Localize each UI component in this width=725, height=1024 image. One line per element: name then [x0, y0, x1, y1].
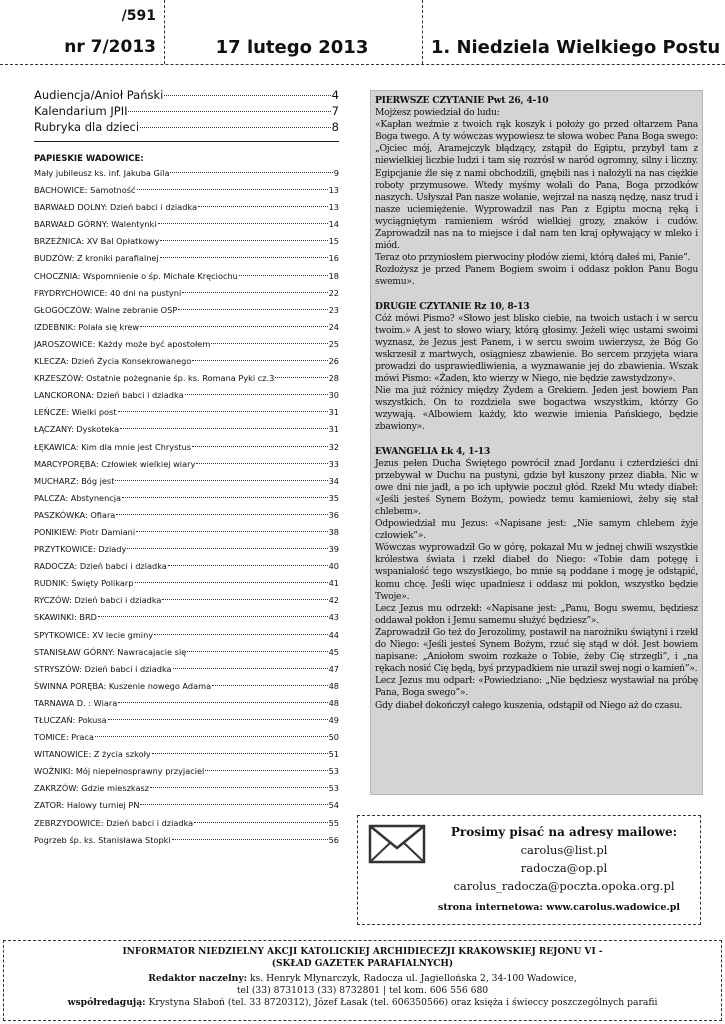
- toc-item[interactable]: [34, 219, 339, 236]
- toc-item-page: 35: [328, 492, 339, 503]
- toc-item[interactable]: [34, 715, 339, 732]
- toc-item-label: LEŃCZE: Wielki post: [34, 407, 117, 418]
- toc-item[interactable]: [34, 253, 339, 270]
- toc-item[interactable]: [34, 185, 339, 202]
- toc-item[interactable]: [34, 373, 339, 390]
- toc-leader: [162, 599, 327, 600]
- toc-item[interactable]: [34, 612, 339, 629]
- toc-item[interactable]: [34, 766, 339, 783]
- toc-item-page: 47: [328, 663, 339, 674]
- toc-item-page: 9: [333, 168, 339, 178]
- toc-item[interactable]: [34, 800, 339, 817]
- toc-item[interactable]: [34, 424, 339, 441]
- toc-leader: [173, 668, 328, 669]
- email-link[interactable]: carolus@list.pl: [520, 843, 608, 857]
- toc-item-page: 48: [328, 697, 339, 708]
- toc-leader: [152, 753, 328, 754]
- toc-item[interactable]: [34, 835, 339, 852]
- toc-item[interactable]: [34, 305, 339, 322]
- toc-item-page: 22: [328, 287, 339, 298]
- second-reading-text: Cóż mówi Pismo? «Słowo jest blisko ciebie, na twoich ustach i w sercu twoim.» A jest to słowo wiary, którą głosimy. Jeżeli więc ustami swoimi wyznasz, że Jezus jest Panem, i w sercu swoim uwierzysz, że Bóg Go wskrzesił z martwych, osiągniesz zbawienie. Bo sercem przyjęta wiara prowadzi do usprawiedliwienia, a wyznawanie jej do zbawienia. Wszak mówi Pismo: «Żaden, kto wierzy w Niego, nie będzie zawstydzony».: [375, 312, 698, 385]
- toc-item[interactable]: [34, 510, 339, 527]
- toc-item-page: 8: [331, 120, 339, 134]
- toc-leader: [122, 497, 328, 498]
- toc-item-label: KRZESZÓW: Ostatnie pożegnanie śp. ks. Romana Pyki cz.3: [34, 373, 275, 384]
- email-link[interactable]: radocza@op.pl: [520, 861, 608, 875]
- toc-item[interactable]: [34, 544, 339, 561]
- toc-item-label: ŁĄCZANY: Dyskoteka: [34, 424, 120, 435]
- toc-item[interactable]: [34, 339, 339, 356]
- toc-item-label: ZATOR: Halowy turniej PN: [34, 800, 140, 811]
- toc-item-page: 31: [328, 424, 339, 435]
- toc-item-label: SPYTKOWICE: XV lecie gminy: [34, 629, 154, 640]
- toc-item-label: RADOCZA: Dzień babci i dziadka: [34, 561, 167, 572]
- toc-item[interactable]: [34, 698, 339, 715]
- toc-item[interactable]: [34, 356, 339, 373]
- toc-item-page: 40: [328, 561, 339, 572]
- gospel-text: Jezus pełen Ducha Świętego powrócił znad Jordanu i czterdzieści dni przebywał w Duchu na pustyni, gdzie był kuszony przez diabła. Nic w owe dni nie jadł, a po ich upływie poczuł głód. Rzekł Mu wtedy diabeł: «Jeśli jesteś Synem Bożym, powiedz temu kamieniowi, żeby się stał chlebem».: [375, 457, 698, 517]
- toc-item-label: FRYDRYCHOWICE: 40 dni na pustyni: [34, 287, 182, 298]
- toc-leader: [116, 514, 327, 515]
- toc-item-page: 38: [328, 526, 339, 537]
- toc-item-page: 39: [328, 544, 339, 555]
- first-reading-text: Rozłożysz je przed Panem Bogiem swoim i oddasz pokłon Panu Bogu swemu».: [375, 264, 698, 288]
- toc-item[interactable]: [34, 271, 339, 288]
- toc-item[interactable]: [34, 88, 339, 104]
- toc-leader: [160, 257, 328, 258]
- contact-box: [357, 815, 701, 925]
- toc-leader: [140, 127, 331, 128]
- toc-item-label: SKAWINKI: BRD: [34, 612, 97, 623]
- toc-item-label: BUDZÓW: Z kroniki parafialnej: [34, 253, 159, 264]
- toc-item[interactable]: [34, 442, 339, 459]
- toc-item-page: 33: [328, 458, 339, 469]
- toc-item-label: ŚWINNA PORĘBA: Kuszenie nowego Adama: [34, 680, 212, 691]
- toc-item-label: STANISŁAW GÓRNY: Nawracajacie się: [34, 646, 187, 657]
- toc-item-page: 18: [328, 270, 339, 281]
- toc-leader: [115, 480, 327, 481]
- editor-value: ks. Henryk Młynarczyk, Radocza ul. Jagiellońska 2, 34-100 Wadowice,: [247, 973, 577, 984]
- toc-item[interactable]: [34, 818, 339, 835]
- toc-leader: [192, 446, 328, 447]
- gospel-text: Lecz Jezus mu odparł: «Powiedziano: „Nie będziesz wystawiał na próbę Pana, Boga swego”».: [375, 675, 698, 699]
- toc-item-page: 53: [328, 766, 339, 777]
- toc-leader: [168, 565, 328, 566]
- header-rule: [0, 64, 725, 65]
- toc-parish-list: [34, 168, 339, 852]
- email-link[interactable]: carolus_radocza@poczta.opoka.org.pl: [453, 879, 675, 893]
- toc-leader: [212, 685, 327, 686]
- toc-item-page: 50: [328, 732, 339, 743]
- toc-item[interactable]: [34, 595, 339, 612]
- publisher-name: INFORMATOR NIEDZIELNY AKCJI KATOLICKIEJ ARCHIDIECEZJI KRAKOWSKIEJ REJONU VI -: [122, 947, 603, 957]
- gospel-text: Lecz Jezus mu odrzekł: «Napisane jest: „Panu, Bogu swemu, będziesz oddawał pokłon i Jemu samemu służyć będziesz”».: [375, 602, 698, 626]
- gospel-text: Odpowiedział mu Jezus: «Napisane jest: „Nie samym chlebem żyje człowiek”».: [375, 518, 698, 542]
- coeditors-label: współredagują:: [67, 997, 146, 1008]
- toc-parish-heading: PAPIESKIE WADOWICE:: [34, 154, 144, 164]
- toc-item-label: PASZKÓWKA: Ofiara: [34, 509, 116, 520]
- phone-line: tel (33) 8731013 (33) 8732801 | tel kom. 606 556 680: [236, 985, 489, 996]
- toc-leader: [140, 804, 327, 805]
- toc-item[interactable]: [34, 476, 339, 493]
- toc-item-label: MUCHARZ: Bóg jest: [34, 475, 115, 486]
- toc-item-label: ŁĘKAWICA: Kim dla mnie jest Chrystus: [34, 441, 192, 452]
- toc-item[interactable]: [34, 749, 339, 766]
- issue-date: 17 lutego 2013: [215, 37, 369, 58]
- toc-leader: [275, 377, 327, 378]
- toc-leader: [95, 736, 328, 737]
- toc-item-page: 14: [328, 219, 339, 230]
- header-divider: [422, 0, 423, 64]
- toc-leader: [136, 531, 327, 532]
- toc-item-page: 51: [328, 749, 339, 760]
- website-link[interactable]: strona internetowa: www.carolus.wadowice.pl: [437, 902, 681, 913]
- toc-item-page: 48: [328, 680, 339, 691]
- toc-leader: [164, 95, 330, 96]
- toc-item-label: BARWAŁD DOLNY: Dzień babci i dziadka: [34, 202, 198, 213]
- toc-item-page: 28: [328, 373, 339, 384]
- toc-leader: [172, 839, 328, 840]
- toc-item-page: 7: [331, 104, 339, 118]
- gospel-text: Zaprowadził Go też do Jerozolimy, postawił na narożniku świątyni i rzekł do Niego: «Jeśli jesteś Synem Bożym, rzuć się stąd w dół. Jest bowiem napisane: „Aniołom swoim rozkaże o Tobie, żeby Cię strzegli”, i „na rękach nosić Cię będą, byś przypadkiem nie uraził swej nogi o kamień”».: [375, 626, 698, 675]
- toc-item-page: 41: [328, 578, 339, 589]
- toc-item-page: 13: [328, 202, 339, 213]
- issue-number: nr 7/2013: [64, 37, 156, 57]
- header-divider: [164, 0, 165, 64]
- toc-item-page: 4: [331, 88, 339, 102]
- toc-item[interactable]: [34, 104, 339, 120]
- toc-item-page: 15: [328, 236, 339, 247]
- toc-item-page: 30: [328, 390, 339, 401]
- second-reading-heading: DRUGIE CZYTANIE Rz 10, 8-13: [375, 300, 530, 312]
- masthead: [0, 0, 725, 66]
- toc-item-label: STRYSZÓW: Dzień babci i dziadka: [34, 663, 172, 674]
- toc-leader: [137, 189, 328, 190]
- toc-leader: [239, 275, 328, 276]
- toc-item-label: TOMICE: Praca: [34, 732, 94, 743]
- toc-item-label: WITANOWICE: Z życia szkoły: [34, 749, 151, 760]
- toc-item-label: JAROSZOWICE: Każdy może być apostołem: [34, 338, 211, 349]
- editor-line: [4, 973, 721, 984]
- toc-item-label: KLECZA: Dzień Życia Konsekrowanego: [34, 356, 192, 367]
- toc-item-label: ZEBRZYDOWICE: Dzień babci i dziadka: [34, 817, 194, 828]
- toc-item-page: 53: [328, 783, 339, 794]
- toc-parish: [34, 154, 339, 852]
- contact-title: Prosimy pisać na adresy mailowe:: [450, 825, 678, 839]
- first-reading-text: Mojżesz powiedział do ludu:: [375, 107, 500, 119]
- publisher-subtitle: (SKŁAD GAZETEK PARAFIALNYCH): [271, 959, 454, 969]
- publisher-footer: [3, 940, 722, 1021]
- toc-item-page: 49: [328, 715, 339, 725]
- liturgical-week: 1. Niedziela Wielkiego Postu: [430, 37, 721, 58]
- first-reading-heading: PIERWSZE CZYTANIE Pwt 26, 4-10: [375, 95, 549, 106]
- toc-main: [34, 88, 339, 136]
- toc-item[interactable]: [34, 681, 339, 698]
- toc-item[interactable]: [34, 732, 339, 749]
- toc-leader: [211, 343, 327, 344]
- toc-item-page: 43: [328, 612, 339, 623]
- toc-item[interactable]: [34, 390, 339, 407]
- toc-item-label: PRZYTKOWICE: Dziady: [34, 544, 127, 555]
- toc-item[interactable]: [34, 120, 339, 136]
- toc-item[interactable]: [34, 168, 339, 185]
- toc-item-page: 25: [328, 338, 339, 349]
- toc-item[interactable]: [34, 493, 339, 510]
- toc-item-label: Kalendarium JPII: [34, 104, 128, 118]
- toc-item-label: Pogrzeb śp. ks. Stanisława Stopki: [34, 834, 171, 845]
- toc-leader: [182, 292, 327, 293]
- toc-item-label: GŁOGOCZÓW: Walne zebranie OSP: [34, 304, 178, 315]
- toc-item-label: Audiencja/Anioł Pański: [34, 88, 164, 102]
- toc-item-page: 36: [328, 509, 339, 520]
- toc-leader: [185, 394, 328, 395]
- toc-leader: [135, 582, 328, 583]
- toc-item[interactable]: [34, 322, 339, 339]
- first-reading-text: Teraz oto przyniosłem pierwociny płodów ziemi, którą dałeś mi, Panie”.: [375, 252, 691, 264]
- toc-item-label: MARCYPORĘBA: Człowiek wielkiej wiary: [34, 458, 196, 469]
- toc-item-page: 31: [328, 407, 339, 418]
- toc-leader: [178, 309, 327, 310]
- toc-leader: [127, 548, 327, 549]
- toc-item-label: RYCZÓW: Dzień babci i dziadka: [34, 595, 162, 606]
- second-reading-text: Nie ma już różnicy między Żydem a Grekiem. Jeden jest bowiem Pan wszystkich. On to rozdziela swe bogactwa wszystkim, którzy Go wzywają. «Albowiem każdy, kto wezwie imienia Pańskiego, będzie zbawiony».: [375, 385, 698, 433]
- toc-item-page: 16: [328, 253, 339, 264]
- toc-leader: [150, 787, 327, 788]
- toc-item-label: PALCZA: Abstynencja: [34, 492, 122, 503]
- issue-total: /591: [121, 8, 156, 24]
- readings-box: [370, 90, 703, 795]
- toc-item-page: 54: [328, 800, 339, 811]
- toc-item-label: IZDEBNIK: Polała się krew: [34, 321, 140, 332]
- toc-item-label: Mały jubileusz ks. inf. Jakuba Gila: [34, 168, 170, 178]
- toc-leader: [160, 240, 327, 241]
- toc-leader: [158, 223, 328, 224]
- toc-item[interactable]: [34, 288, 339, 305]
- toc-item-page: 34: [328, 475, 339, 486]
- coeditors-line: [4, 997, 721, 1008]
- toc-item-page: 44: [328, 629, 339, 640]
- toc-leader: [140, 326, 327, 327]
- toc-item[interactable]: [34, 561, 339, 578]
- toc-item-page: 45: [328, 646, 339, 657]
- toc-leader: [154, 634, 327, 635]
- coeditors-value: Krystyna Słaboń (tel. 33 8720312), Józef Łasak (tel. 606350566) oraz księża i świeccy poszczególnych parafii: [145, 997, 658, 1008]
- toc-item-label: PONIKIEW: Piotr Damiani: [34, 526, 136, 537]
- toc-item-label: RUDNIK: Święty Polikarp: [34, 578, 134, 589]
- toc-item-label: BACHOWICE: Samotność: [34, 185, 136, 196]
- toc-item-label: ZAKRZÓW: Gdzie mieszkasz: [34, 783, 150, 794]
- toc-item-page: 24: [328, 321, 339, 332]
- toc-item[interactable]: [34, 527, 339, 544]
- toc-item-label: CHOCZNIA: Wspomnienie o śp. Michale Kręciochu: [34, 270, 238, 281]
- toc-leader: [108, 719, 328, 720]
- toc-item[interactable]: [34, 202, 339, 219]
- toc-item-label: BARWAŁD GÓRNY: Walentynki: [34, 219, 157, 230]
- toc-item-label: TŁUCZAŃ: Pokusa: [34, 715, 107, 725]
- toc-leader: [196, 463, 327, 464]
- toc-item[interactable]: [34, 664, 339, 681]
- gospel-heading: EWANGELIA Łk 4, 1-13: [375, 445, 491, 457]
- toc-item[interactable]: [34, 783, 339, 800]
- envelope-icon: [368, 824, 426, 864]
- toc-leader: [118, 411, 328, 412]
- toc-leader: [128, 111, 330, 112]
- gospel-text: Wówczas wyprowadził Go w górę, pokazał Mu w jednej chwili wszystkie królestwa świata i rzekł diabeł do Niego: «Tobie dam potęgę i wspaniałość tego wszystkiego, bo mnie są poddane i mogę je odstąpić, komu chcę. Jeśli więc upadniesz i oddasz mi pokłon, wszystko będzie Twoje».: [375, 542, 698, 602]
- toc-item[interactable]: [34, 459, 339, 476]
- toc-item-page: 26: [328, 356, 339, 367]
- toc-item-label: BRZEŹNICA: XV Bal Opłatkowy: [34, 236, 160, 247]
- toc-item-label: LANCKORONA: Dzień babci i dziadka: [34, 390, 184, 401]
- toc-item-page: 13: [328, 185, 339, 196]
- toc-item[interactable]: [34, 407, 339, 424]
- toc-divider: [34, 141, 339, 142]
- toc-item-label: Rubryka dla dzieci: [34, 120, 140, 134]
- toc-leader: [198, 206, 328, 207]
- toc-leader: [187, 651, 327, 652]
- toc-leader: [120, 428, 327, 429]
- toc-item-label: TARNAWA D. : Wiara: [34, 697, 118, 708]
- toc-item-label: WOŹNIKI: Mój niepełnosprawny przyjaciel: [34, 766, 205, 777]
- toc-item-page: 56: [328, 834, 339, 845]
- toc-item[interactable]: [34, 647, 339, 664]
- toc-item[interactable]: [34, 236, 339, 253]
- toc-leader: [192, 360, 327, 361]
- gospel-text: Gdy diabeł dokończył całego kuszenia, odstąpił od Niego aż do czasu.: [375, 699, 683, 711]
- toc-leader: [118, 702, 327, 703]
- toc-item[interactable]: [34, 630, 339, 647]
- toc-item-page: 55: [328, 817, 339, 828]
- toc-item-page: 32: [328, 441, 339, 452]
- toc-item[interactable]: [34, 578, 339, 595]
- first-reading-text: «Kapłan weźmie z twoich rąk koszyk i położy go przed ołtarzem Pana Boga twego. A ty wówczas wypowiesz te słowa wobec Pana Boga swego: „Ojciec mój, Aramejczyk błądzący, zstąpił do Egiptu, przybył tam z niewielkiej liczbie ludzi i tam się rozrósł w naród ogromny, silny i liczny. Egipcjanie źle się z nami obchodzili, gnębili nas i nałożyli na nas ciężkie roboty przymusowe. Wtedy myśmy wołali do Pana, Boga przodków naszych. Usłyszał Pan nasze wołanie, wejrzał na naszą nędzę, nasz trud i nasze uciemiężenie. Wyprowadził nas Pan z Egiptu mocną ręką i wyciągniętym ramieniem wśród wielkiej grozy, znaków i cudów. Zaprowadził nas na to miejsce i dał nam ten kraj opływający w mleko i miód.: [375, 119, 698, 252]
- toc-item-page: 42: [328, 595, 339, 606]
- toc-leader: [170, 172, 332, 173]
- toc-leader: [205, 770, 327, 771]
- toc-item-page: 23: [328, 304, 339, 315]
- editor-label: Redaktor naczelny:: [148, 973, 248, 984]
- toc-leader: [98, 616, 328, 617]
- toc-leader: [194, 822, 327, 823]
